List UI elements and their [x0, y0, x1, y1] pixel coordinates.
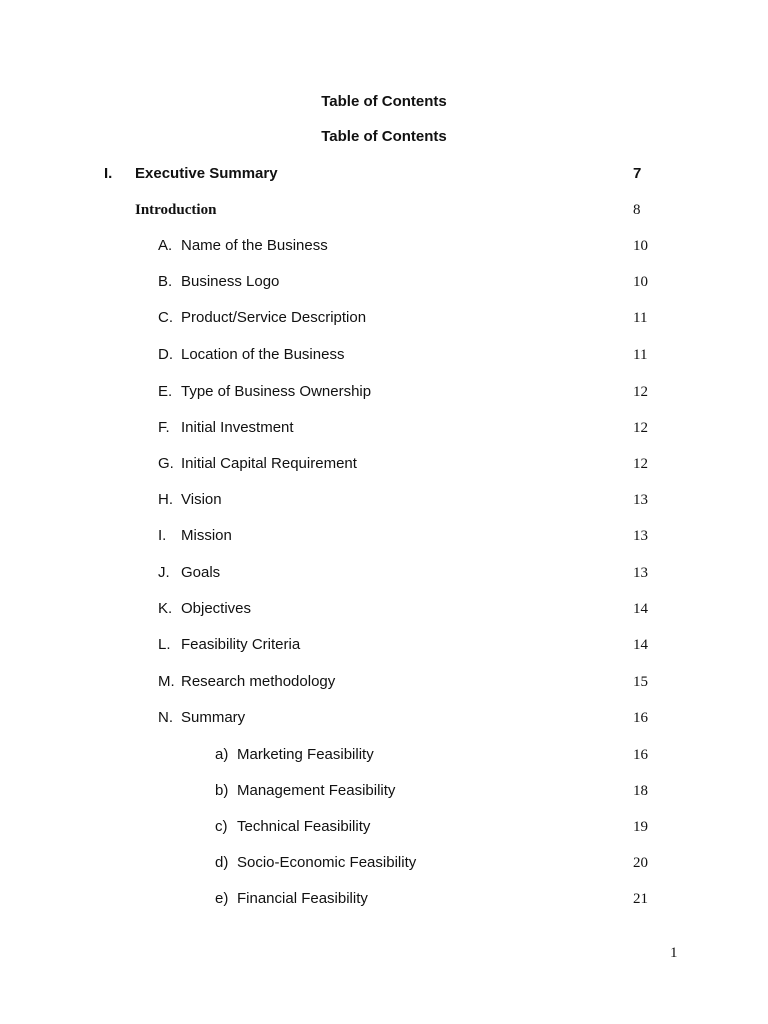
toc-entry-label: Technical Feasibility: [237, 818, 371, 835]
toc-entry-marker: G.: [158, 455, 174, 472]
toc-entry-location[interactable]: [0, 345, 768, 365]
toc-entry-marker: M.: [158, 673, 175, 690]
toc-title: Table of Contents: [321, 93, 447, 110]
toc-title-repeat: Table of Contents: [321, 128, 447, 145]
toc-entry-marketing-feasibility[interactable]: [0, 745, 768, 765]
toc-entry-executive-summary[interactable]: [0, 164, 768, 184]
toc-entry-capital-requirement[interactable]: [0, 454, 768, 474]
toc-entry-summary[interactable]: [0, 708, 768, 728]
toc-entry-page: 16: [633, 747, 648, 763]
toc-entry-label: Initial Investment: [181, 419, 294, 436]
toc-entry-label: Name of the Business: [181, 237, 328, 254]
toc-entry-technical-feasibility[interactable]: [0, 817, 768, 837]
toc-entry-marker: E.: [158, 383, 173, 400]
toc-entry-page: 12: [633, 384, 648, 400]
toc-entry-marker: A.: [158, 237, 173, 254]
toc-entry-mission[interactable]: [0, 526, 768, 546]
toc-entry-label: Initial Capital Requirement: [181, 455, 357, 472]
toc-entry-marker: I.: [158, 527, 167, 544]
toc-entry-page: 18: [633, 783, 648, 799]
toc-entry-page: 20: [633, 855, 648, 871]
toc-entry-label: Financial Feasibility: [237, 890, 368, 907]
toc-entry-financial-feasibility[interactable]: [0, 889, 768, 909]
toc-entry-page: 14: [633, 601, 648, 617]
toc-entry-label: Executive Summary: [135, 165, 278, 182]
toc-entry-page: 10: [633, 238, 648, 254]
toc-entry-label: Product/Service Description: [181, 309, 367, 326]
toc-entry-page: 14: [633, 637, 648, 653]
toc-entry-product-service[interactable]: [0, 308, 768, 328]
toc-entry-label: Introduction: [135, 202, 217, 218]
toc-entry-label: Type of Business Ownership: [181, 383, 372, 400]
toc-entry-marker: L.: [158, 636, 171, 653]
toc-entry-page: 15: [633, 674, 648, 690]
toc-entry-marker: F.: [158, 419, 170, 436]
toc-entry-label: Objectives: [181, 600, 252, 617]
toc-entry-page: 10: [633, 274, 648, 290]
toc-entry-goals[interactable]: [0, 563, 768, 583]
toc-entry-marker: C.: [158, 309, 173, 326]
toc-entry-ownership-type[interactable]: [0, 382, 768, 402]
toc-entry-page: 13: [633, 528, 648, 544]
toc-entry-marker: e): [215, 890, 229, 907]
toc-entry-label: Mission: [181, 527, 232, 544]
toc-entry-page: 21: [633, 891, 648, 907]
toc-entry-label: Research methodology: [181, 673, 336, 690]
toc-entry-socio-economic-feasibility[interactable]: [0, 853, 768, 873]
toc-entry-page: 8: [633, 202, 641, 218]
toc-entry-management-feasibility[interactable]: [0, 781, 768, 801]
toc-entry-page: 13: [633, 565, 648, 581]
toc-entry-page: 12: [633, 456, 648, 472]
toc-entry-page: 7: [633, 165, 642, 182]
toc-entry-name-of-business[interactable]: [0, 236, 768, 256]
toc-entry-label: Marketing Feasibility: [237, 746, 374, 763]
toc-entry-label: Socio-Economic Feasibility: [237, 854, 417, 871]
toc-entry-label: Feasibility Criteria: [181, 636, 301, 653]
toc-entry-marker: c): [215, 818, 228, 835]
toc-entry-initial-investment[interactable]: [0, 418, 768, 438]
toc-entry-vision[interactable]: [0, 490, 768, 510]
page-number: 1: [670, 945, 678, 961]
toc-entry-marker: D.: [158, 346, 173, 363]
toc-entry-objectives[interactable]: [0, 599, 768, 619]
toc-entry-marker: N.: [158, 709, 173, 726]
toc-entry-marker: d): [215, 854, 229, 871]
toc-entry-marker: a): [215, 746, 229, 763]
toc-entry-marker: b): [215, 782, 229, 799]
toc-entry-marker: H.: [158, 491, 173, 508]
toc-entry-page: 12: [633, 420, 648, 436]
toc-entry-label: Summary: [181, 709, 246, 726]
toc-entry-introduction[interactable]: [0, 200, 768, 220]
toc-entry-research-methodology[interactable]: [0, 672, 768, 692]
toc-entry-page: 11: [633, 310, 648, 326]
toc-entry-page: 19: [633, 819, 648, 835]
toc-entry-label: Vision: [181, 491, 222, 508]
toc-entry-marker: B.: [158, 273, 173, 290]
toc-entry-label: Goals: [181, 564, 221, 581]
toc-entry-marker: J.: [158, 564, 170, 581]
toc-entry-business-logo[interactable]: [0, 272, 768, 292]
toc-entry-page: 16: [633, 710, 648, 726]
toc-entry-page: 11: [633, 347, 648, 363]
toc-entry-marker: I.: [104, 165, 113, 182]
toc-entry-feasibility-criteria[interactable]: [0, 635, 768, 655]
toc-entry-marker: K.: [158, 600, 173, 617]
toc-entry-label: Location of the Business: [181, 346, 345, 363]
toc-entry-label: Business Logo: [181, 273, 280, 290]
toc-entry-page: 13: [633, 492, 648, 508]
toc-entry-label: Management Feasibility: [237, 782, 396, 799]
